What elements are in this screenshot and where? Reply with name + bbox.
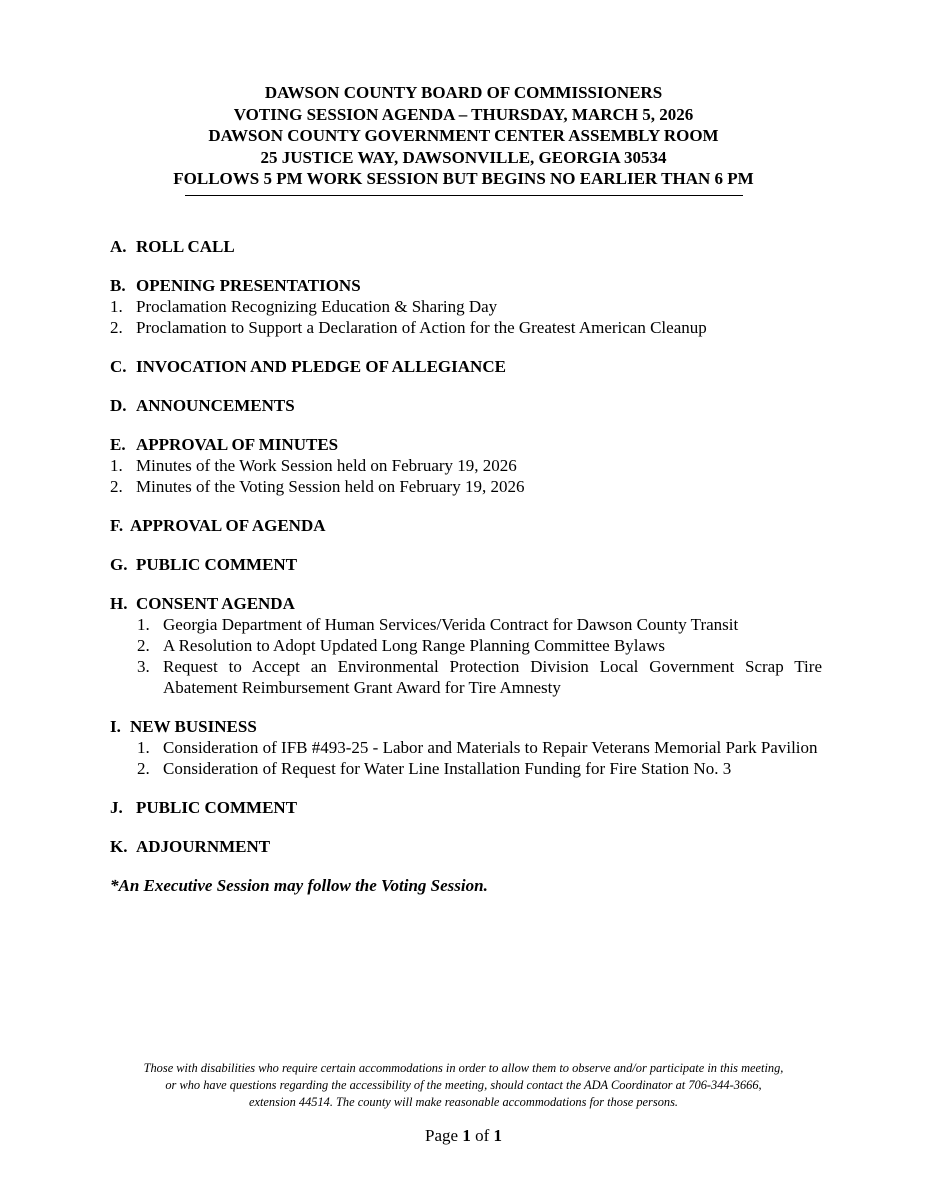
section-title: CONSENT AGENDA (136, 594, 295, 613)
ada-notice-line: Those with disabilities who require certain accommodations in order to allow them to observe and/or participate in this meeting, (143, 1061, 784, 1075)
section-letter: G. (110, 555, 128, 574)
list-item (110, 737, 822, 758)
ada-notice-line: extension 44514. The county will make reasonable accommodations for those persons. (248, 1095, 679, 1109)
header-location: DAWSON COUNTY GOVERNMENT CENTER ASSEMBLY ROOM (208, 126, 719, 145)
section-letter: E. (110, 435, 126, 454)
section-title: NEW BUSINESS (130, 717, 257, 736)
list-item (110, 455, 822, 476)
section-approval-of-agenda (110, 515, 822, 536)
item-list (110, 296, 822, 338)
item-text: Proclamation to Support a Declaration of Action for the Greatest American Cleanup (136, 318, 707, 337)
section-title: ANNOUNCEMENTS (136, 396, 295, 415)
section-title: APPROVAL OF AGENDA (130, 516, 326, 535)
section-title: INVOCATION AND PLEDGE OF ALLEGIANCE (136, 357, 506, 376)
section-public-comment-first (110, 554, 822, 575)
item-text: Georgia Department of Human Services/Verida Contract for Dawson County Transit (163, 615, 739, 634)
item-number: 1. (110, 297, 123, 316)
item-number: 1. (137, 738, 150, 757)
section-new-business (110, 716, 822, 779)
page-prefix: Page (425, 1126, 459, 1145)
item-number: 1. (110, 456, 123, 475)
section-letter: C. (110, 357, 127, 376)
section-approval-of-minutes (110, 434, 822, 497)
section-consent-agenda (110, 593, 822, 698)
section-title: ADJOURNMENT (136, 837, 271, 856)
section-letter: B. (110, 276, 126, 295)
item-number: 2. (137, 636, 150, 655)
ada-notice-line: or who have questions regarding the accessibility of the meeting, should contact the ADA Coordinator at 706-344-3666, (165, 1078, 762, 1092)
section-letter: H. (110, 594, 128, 613)
item-number: 3. (137, 657, 150, 676)
list-item (110, 758, 822, 779)
item-text: Minutes of the Voting Session held on February 19, 2026 (136, 477, 525, 496)
section-title: OPENING PRESENTATIONS (136, 276, 361, 295)
section-letter: F. (110, 516, 124, 535)
header-divider (185, 195, 743, 196)
ada-accessibility-notice (100, 1060, 827, 1111)
item-list (110, 737, 822, 779)
section-title: APPROVAL OF MINUTES (136, 435, 339, 454)
item-text: Consideration of IFB #493-25 - Labor and Materials to Repair Veterans Memorial Park Pavilion (163, 738, 818, 757)
list-item (110, 656, 822, 698)
item-list (110, 614, 822, 698)
list-item (110, 317, 822, 338)
executive-session-note: *An Executive Session may follow the Voting Session. (110, 876, 488, 895)
item-number: 2. (110, 318, 123, 337)
header-address: 25 JUSTICE WAY, DAWSONVILLE, GEORGIA 30534 (260, 147, 667, 167)
section-roll-call (110, 236, 822, 257)
section-public-comment-second (110, 797, 822, 818)
section-letter: K. (110, 837, 128, 856)
agenda-body (110, 236, 822, 896)
section-opening-presentations (110, 275, 822, 338)
section-adjournment (110, 836, 822, 857)
item-text: Request to Accept an Environmental Protection Division Local Government Scrap Tire Abatement Reimbursement Grant Award for Tire Amnesty (163, 657, 822, 697)
item-number: 2. (110, 477, 123, 496)
section-title: PUBLIC COMMENT (136, 798, 298, 817)
page-number (0, 1126, 927, 1146)
section-letter: D. (110, 396, 127, 415)
section-letter: A. (110, 237, 127, 256)
header-board-name: DAWSON COUNTY BOARD OF COMMISSIONERS (264, 83, 663, 102)
section-letter: I. (110, 717, 121, 736)
list-item (110, 614, 822, 635)
list-item (110, 476, 822, 497)
item-text: Proclamation Recognizing Education & Sharing Day (136, 297, 498, 316)
item-list (110, 455, 822, 497)
list-item (110, 296, 822, 317)
section-announcements (110, 395, 822, 416)
section-invocation (110, 356, 822, 377)
item-text: A Resolution to Adopt Updated Long Range Planning Committee Bylaws (163, 636, 665, 655)
item-text: Consideration of Request for Water Line Installation Funding for Fire Station No. 3 (163, 759, 732, 778)
page-of: of (475, 1126, 490, 1145)
item-text: Minutes of the Work Session held on February 19, 2026 (136, 456, 517, 475)
list-item (110, 635, 822, 656)
agenda-header (0, 82, 927, 190)
header-time-note: FOLLOWS 5 PM WORK SESSION BUT BEGINS NO EARLIER THAN 6 PM (173, 169, 754, 188)
item-number: 2. (137, 759, 150, 778)
section-title: PUBLIC COMMENT (136, 555, 298, 574)
section-letter: J. (110, 798, 123, 817)
item-number: 1. (137, 615, 150, 634)
page-total: 1 (493, 1126, 502, 1145)
section-title: ROLL CALL (136, 237, 235, 256)
page-current: 1 (462, 1126, 471, 1145)
header-session-title: VOTING SESSION AGENDA – THURSDAY, MARCH 5, 2026 (233, 104, 694, 124)
